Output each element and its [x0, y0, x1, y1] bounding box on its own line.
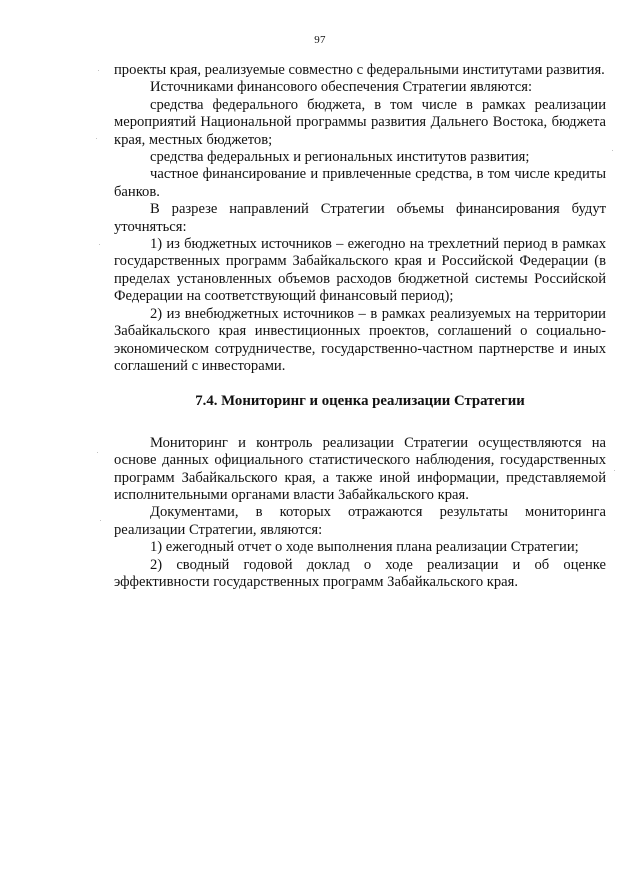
document-body	[114, 62, 606, 591]
paragraph-continuation: проекты края, реализуемые совместно с федеральными институтами развития.	[114, 62, 605, 78]
page-number: 97	[314, 34, 326, 46]
scan-speck	[97, 452, 98, 453]
paragraph-monitoring-basis: Мониторинг и контроль реализации Стратегии осуществляются на основе данных официального статистического наблюдения, государственных программ Забайкальского края, а также иной информации, представляемой исполнительными органами власти Забайкальского края.	[114, 434, 606, 503]
list-item-annual-report: 1) ежегодный отчет о ходе выполнения плана реализации Стратегии;	[150, 539, 579, 556]
paragraph-development-institutions: средства федеральных и региональных институтов развития;	[150, 149, 530, 166]
paragraph-federal-budget: средства федерального бюджета, в том числе в рамках реализации мероприятий Национальной программы развития Дальнего Востока, бюджета края, местных бюджетов;	[114, 96, 606, 148]
list-item-budget-sources: 1) из бюджетных источников – ежегодно на трехлетний период в рамках государственных программ Забайкальского края и Российской Федерации (в пределах установленных объемов расходов бюджетной системы Российской Федерации на соответствующий финансовый период);	[114, 236, 606, 305]
scan-speck	[98, 70, 99, 71]
paragraph-funding-sources-intro: Источниками финансового обеспечения Стратегии являются:	[150, 79, 533, 96]
scan-speck	[614, 470, 615, 471]
paragraph-funding-volumes: В разрезе направлений Стратегии объемы финансирования будут уточняться:	[114, 201, 606, 235]
scan-speck	[100, 520, 101, 521]
paragraph-private-financing: частное финансирование и привлеченные средства, в том числе кредиты банков.	[114, 166, 606, 200]
paragraph-monitoring-documents: Документами, в которых отражаются результаты мониторинга реализации Стратегии, являются:	[114, 504, 606, 538]
scan-speck	[612, 150, 613, 151]
section-heading: 7.4. Мониторинг и оценка реализации Стратегии	[195, 393, 525, 410]
scan-speck	[99, 244, 100, 245]
scan-speck	[96, 138, 97, 139]
list-item-summary-report: 2) сводный годовой доклад о ходе реализации и об оценке эффективности государственных программ Забайкальского края.	[114, 556, 606, 590]
list-item-extrabudgetary-sources: 2) из внебюджетных источников – в рамках реализуемых на территории Забайкальского края инвестиционных проектов, соглашений о социально-экономическом сотрудничестве, государственно-частном партнерстве и иных соглашений с инвесторами.	[114, 305, 606, 374]
